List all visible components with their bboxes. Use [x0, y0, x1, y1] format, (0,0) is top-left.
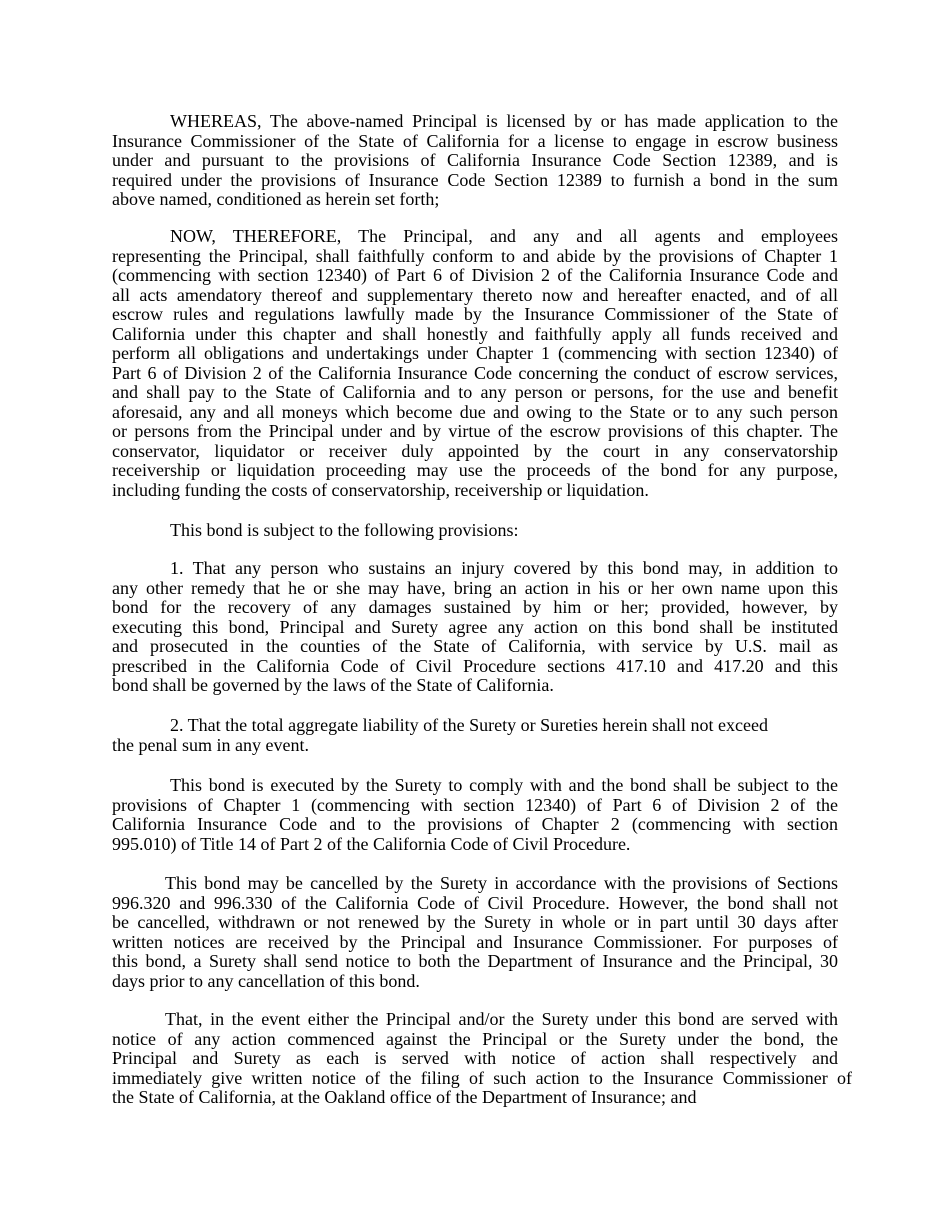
text-line: (commencing with section 12340) of Part 6 of Division 2 of the California Insurance Code and	[112, 265, 838, 285]
text-line: bond for the recovery of any damages sustained by him or her; provided, however, by	[112, 597, 838, 617]
text-line: 1. That any person who sustains an injury covered by this bond may, in addition to	[170, 558, 838, 578]
text-line: conservator, liquidator or receiver duly appointed by the court in any conservatorship	[112, 440, 838, 461]
text-line: bond shall be governed by the laws of the State of California.	[112, 675, 554, 695]
provision-2	[112, 716, 838, 755]
execution-paragraph	[112, 776, 838, 854]
text-line: 995.010) of Title 14 of Part 2 of the California Code of Civil Procedure.	[112, 833, 631, 854]
text-line: the penal sum in any event.	[112, 734, 309, 755]
text-line: California under this chapter and shall honestly and faithfully apply all funds received and	[112, 323, 838, 344]
notice-of-action-paragraph	[112, 1009, 852, 1108]
text-line: all acts amendatory thereof and supplementary thereto now and hereafter enacted, and of all	[112, 284, 838, 305]
text-line: This bond is subject to the following provisions:	[170, 520, 519, 540]
provision-1	[112, 559, 838, 696]
text-line: any other remedy that he or she may have, bring an action in his or her own name upon this	[112, 577, 838, 598]
now-therefore-paragraph	[112, 227, 838, 500]
text-line: executing this bond, Principal and Surety agree any action on this bond shall be instituted	[112, 616, 838, 637]
text-line: under and pursuant to the provisions of California Insurance Code Section 12389, and is	[112, 150, 838, 170]
text-line: California Insurance Code and to the provisions of Chapter 2 (commencing with section	[112, 814, 838, 834]
text-line: escrow rules and regulations lawfully made by the Insurance Commissioner of the State of	[112, 304, 838, 324]
text-line: notice of any action commenced against the Principal or the Surety under the bond, the	[112, 1028, 838, 1049]
text-line: perform all obligations and undertakings under Chapter 1 (commencing with section 12340) of	[112, 343, 838, 363]
text-line: and shall pay to the State of California and to any person or persons, for the use and benefit	[112, 382, 838, 402]
text-line: aforesaid, any and all moneys which become due and owing to the State or to any such person	[112, 401, 838, 422]
text-line: this bond, a Surety shall send notice to both the Department of Insurance and the Principal, 30	[112, 951, 838, 971]
text-line: prescribed in the California Code of Civil Procedure sections 417.10 and 417.20 and this	[112, 655, 838, 676]
text-line: or persons from the Principal under and by virtue of the escrow provisions of this chapter. The	[112, 421, 838, 441]
text-line: required under the provisions of Insurance Code Section 12389 to furnish a bond in the sum	[112, 169, 838, 190]
text-line: 2. That the total aggregate liability of the Surety or Sureties herein shall not exceed	[170, 715, 768, 735]
cancellation-paragraph	[112, 874, 838, 991]
text-line: the State of California, at the Oakland office of the Department of Insurance; and	[112, 1087, 697, 1107]
text-line: WHEREAS, The above-named Principal is licensed by or has made application to the	[170, 111, 838, 131]
text-line: 996.320 and 996.330 of the California Code of Civil Procedure. However, the bond shall not	[112, 892, 838, 913]
text-line: including funding the costs of conservatorship, receivership or liquidation.	[112, 479, 649, 500]
text-line: receivership or liquidation proceeding may use the proceeds of the bond for any purpose,	[112, 460, 838, 480]
text-line: provisions of Chapter 1 (commencing with section 12340) of Part 6 of Division 2 of the	[112, 794, 838, 815]
whereas-paragraph	[112, 112, 838, 210]
text-line: Part 6 of Division 2 of the California Insurance Code concerning the conduct of escrow services,	[112, 362, 838, 383]
text-line: Principal and Surety as each is served with notice of action shall respectively and	[112, 1048, 838, 1068]
text-line: immediately give written notice of the filing of such action to the Insurance Commissioner of	[112, 1067, 852, 1088]
text-line: representing the Principal, shall faithfully conform to and abide by the provisions of Chapter 1	[112, 245, 838, 266]
text-line: be cancelled, withdrawn or not renewed by the Surety in whole or in part until 30 days after	[112, 912, 838, 932]
text-line: and prosecuted in the counties of the State of California, with service by U.S. mail as	[112, 636, 838, 656]
text-line: Insurance Commissioner of the State of California for a license to engage in escrow business	[112, 130, 838, 151]
text-line: This bond may be cancelled by the Surety in accordance with the provisions of Sections	[165, 873, 838, 893]
text-line: That, in the event either the Principal and/or the Surety under this bond are served with	[165, 1009, 838, 1029]
text-line: above named, conditioned as herein set forth;	[112, 189, 440, 209]
text-line: This bond is executed by the Surety to comply with and the bond shall be subject to the	[170, 775, 838, 795]
provisions-intro	[112, 521, 838, 541]
text-line: written notices are received by the Principal and Insurance Commissioner. For purposes of	[112, 931, 838, 952]
text-line: days prior to any cancellation of this bond.	[112, 970, 420, 991]
text-line: NOW, THEREFORE, The Principal, and any and all agents and employees	[170, 226, 838, 246]
